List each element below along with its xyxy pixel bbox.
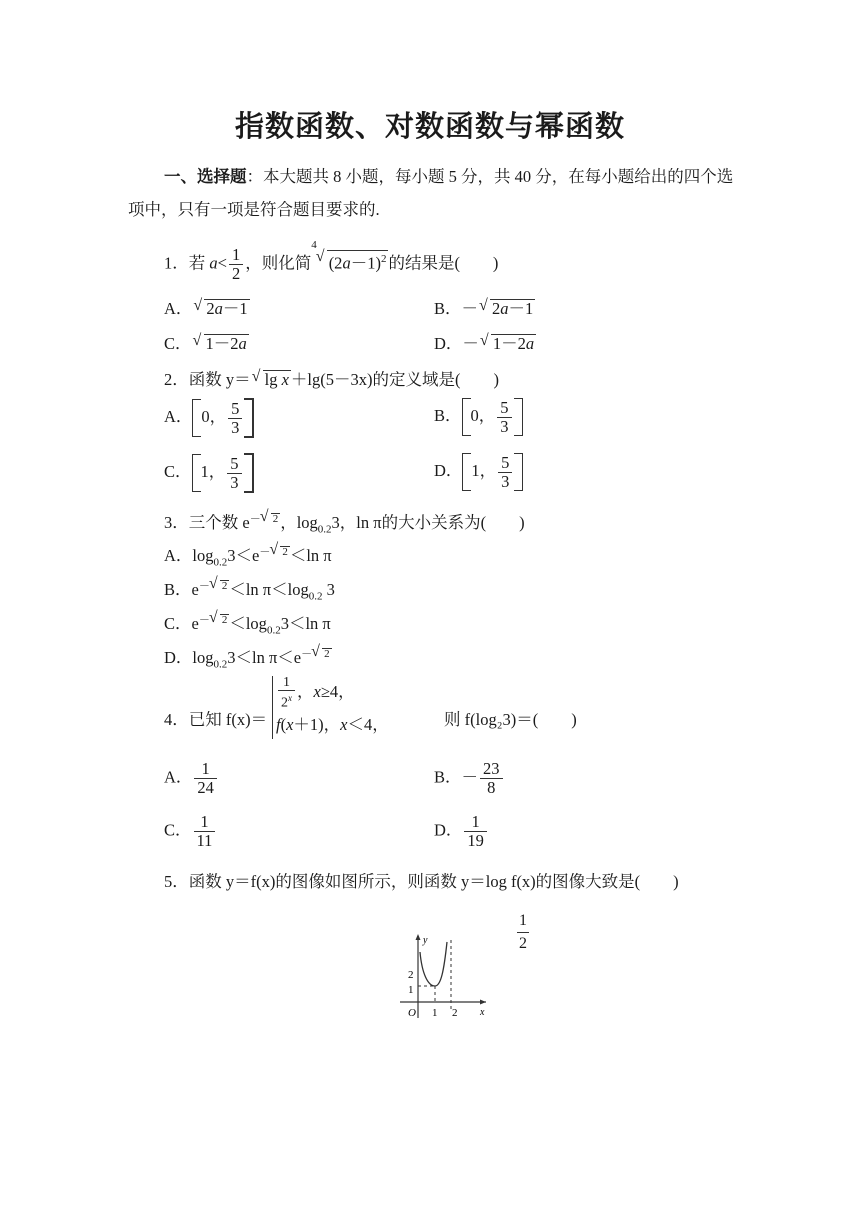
q4-b-den: 8 — [487, 778, 496, 797]
q1-b-label: B．－ — [434, 299, 479, 318]
q2-option-c: C． 1， $\frac{5}{3}$ — [164, 453, 254, 493]
origin-label: O — [408, 1007, 416, 1019]
q4-c-den: 11 — [196, 831, 213, 850]
q1-c-label: C． — [164, 334, 192, 353]
q1-stem: 1．若 — [164, 253, 210, 273]
q1-option-d: D．－√ 1－2a — [434, 330, 536, 354]
q1-option-b: B．－√ 2a－1 — [434, 295, 535, 319]
question-2: 2．函数 y＝√ lg x ＋lg(5－3x)的定义域是( ) — [164, 366, 499, 390]
x-tick-2: 2 — [452, 1007, 458, 1019]
x-tick-1: 1 — [432, 1007, 438, 1019]
log-base-fraction — [517, 910, 529, 955]
log-base-den: 2 — [519, 935, 527, 952]
q4-option-c: C． $\frac{1}{11}$ — [164, 813, 217, 850]
question-5: 5．函数 y＝f(x)的图像如图所示，则函数 y＝log f(x)的图像大致是( ) — [164, 872, 679, 891]
section-instructions: ：本大题共 8 小题，每小题 5 分，共 40 分，在每小题给出的四个选项中，只有一项是符合题目要求的. — [128, 167, 734, 219]
q2-option-d: D． 1， $\frac{5}{3}$ — [434, 453, 523, 491]
q1-d-label: D．－ — [434, 334, 479, 353]
y-tick-1: 1 — [408, 984, 414, 996]
q4-then: 则 f(log₂3)＝( ) — [444, 710, 577, 729]
section-heading: 一、选择题 — [164, 167, 247, 186]
q3-stem: 3．三个数 e — [164, 513, 250, 532]
q4-a-den: 24 — [197, 778, 214, 797]
q2-stem-2: ＋lg(5－3x)的定义域是( ) — [290, 370, 499, 389]
q4-a-num: 1 — [194, 760, 217, 779]
page-title: 指数函数、对数函数与幂函数 — [234, 109, 625, 143]
q4-stem: 4．已知 f(x)＝ — [164, 710, 268, 729]
q4-option-a: A． $\frac{1}{24}$ — [164, 760, 219, 797]
section-intro — [128, 160, 748, 226]
q3-stem-2: ，log — [280, 513, 318, 532]
q1-a-label: A． — [164, 299, 193, 318]
x-axis-label: x — [480, 1007, 485, 1018]
log-base-num: 1 — [517, 910, 529, 933]
q2-option-b: B． 0， $\frac{5}{3}$ — [434, 398, 523, 436]
q4-c-num: 1 — [194, 813, 216, 832]
q4-option-d: D． $\frac{1}{19}$ — [434, 813, 489, 850]
q3-option-a: A．$\log_{0.2}3<e^{-√ 2} <\ln$ π — [164, 542, 332, 568]
q1-stem-3: 的结果是( ) — [388, 253, 499, 273]
q2-option-a: A． 0， $\frac{5}{3}$ — [164, 398, 254, 438]
q1-option-a: A．√ 2a－1 — [164, 295, 250, 319]
question-3: 3．三个数 $e^{-√ 2}$ ，$\log_{0.2}3$，ln π的大小关系为( ) — [164, 509, 525, 535]
q4-d-den: 19 — [467, 831, 484, 850]
q1-option-c: C．√ 1－2a — [164, 330, 249, 354]
q4-b-num: 23 — [480, 760, 503, 779]
y-tick-2: 2 — [408, 969, 414, 981]
q2-stem: 2．函数 y＝ — [164, 370, 251, 389]
q4-d-num: 1 — [464, 813, 487, 832]
q3-option-d: D．$\log_{0.2}3<\ln$ $\pi<e^{-√ 2}$ — [164, 644, 332, 670]
y-axis-label: y — [423, 935, 428, 946]
q3-stem-3: 3，ln π的大小关系为( ) — [331, 513, 525, 532]
q3-option-b: B．$e^{-√ 2} <\ln$ $\pi<\log_{0.2}$ 3 — [164, 576, 335, 602]
question-1: 1．若 a< $\frac{1}{2}$ ，则化简$^4$√ $(2a-1)^2$ 的结果是( ) — [164, 246, 498, 283]
question-4 — [164, 706, 267, 730]
function-graph — [396, 930, 492, 1027]
q1-stem-2: ，则化简 — [245, 253, 312, 273]
graph-svg — [396, 930, 492, 1022]
q3-option-c: C．$e^{-√ 2} <\log_{0.2}3<\ln$ π — [164, 610, 331, 636]
q4-piecewise: $\frac{1}{2^x}$ ，x≥4， f(x＋1)，x＜4， — [272, 676, 389, 739]
q4-option-b: B．－ $\frac{23}{8}$ — [434, 760, 505, 797]
